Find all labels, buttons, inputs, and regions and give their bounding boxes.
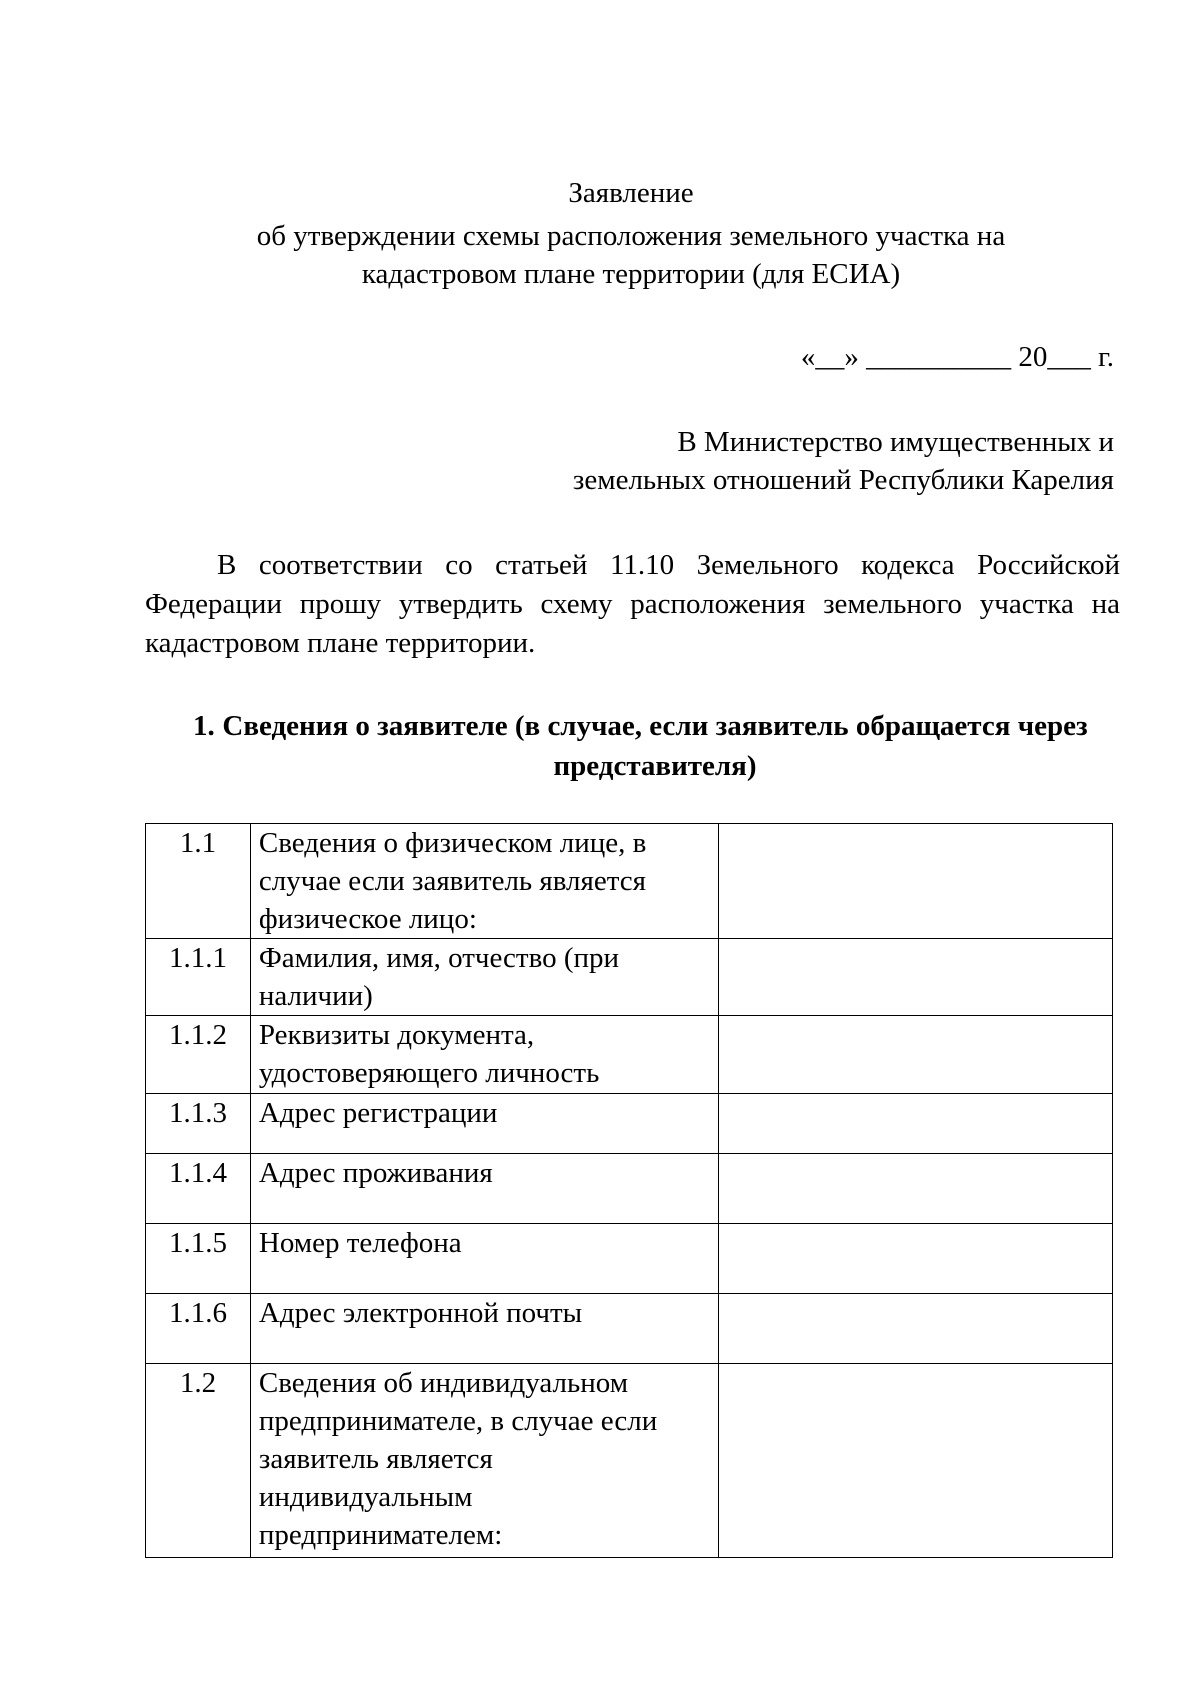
addressee-line2: земельных отношений Республики Карелия — [572, 464, 1114, 496]
row-label: Реквизиты документа, удостоверяющего личность — [250, 1016, 718, 1094]
row-value-field[interactable] — [719, 1224, 1113, 1294]
row-label: Фамилия, имя, отчество (при наличии) — [250, 939, 718, 1016]
row-value-field[interactable] — [719, 1154, 1113, 1224]
table-row — [146, 1364, 1113, 1558]
section-heading: Сведения о заявителе (в случае, если заявитель обращается через представителя) — [222, 710, 1088, 782]
row-number: 1.1.2 — [146, 1016, 251, 1094]
row-value-field[interactable] — [719, 824, 1113, 939]
request-paragraph: В соответствии со статьей 11.10 Земельного кодекса Российской Федерации прошу утвердить схему расположения земельного участка на кадастровом плане территории. — [145, 549, 1120, 659]
section-number: 1. — [193, 710, 215, 742]
row-value-field[interactable] — [719, 1016, 1113, 1094]
row-label: Номер телефона — [250, 1224, 718, 1294]
row-label: Адрес проживания — [250, 1154, 718, 1224]
row-label: Сведения о физическом лице, в случае если заявитель является физическое лицо: — [250, 824, 718, 939]
document-subtitle-line1: об утверждении схемы расположения земельного участка на — [256, 220, 1006, 252]
table-row — [146, 1224, 1113, 1294]
row-label: Адрес регистрации — [250, 1094, 718, 1154]
row-number: 1.1.6 — [146, 1294, 251, 1364]
row-number: 1.1.4 — [146, 1154, 251, 1224]
row-value-field[interactable] — [719, 1294, 1113, 1364]
table-row — [146, 1294, 1113, 1364]
applicant-table — [145, 823, 1113, 1558]
table-row — [146, 824, 1113, 939]
table-row — [146, 1094, 1113, 1154]
table-row — [146, 939, 1113, 1016]
row-number: 1.1.1 — [146, 939, 251, 1016]
date-line: «__» __________ 20___ г. — [800, 341, 1114, 373]
table-row — [146, 1016, 1113, 1094]
document-title: Заявление — [568, 177, 694, 209]
table-row — [146, 1154, 1113, 1224]
row-value-field[interactable] — [719, 939, 1113, 1016]
row-label: Адрес электронной почты — [250, 1294, 718, 1364]
row-number: 1.2 — [146, 1364, 251, 1558]
row-value-field[interactable] — [719, 1364, 1113, 1558]
row-number: 1.1 — [146, 824, 251, 939]
row-value-field[interactable] — [719, 1094, 1113, 1154]
document-subtitle-line2: кадастровом плане территории (для ЕСИА) — [361, 258, 901, 290]
addressee-line1: В Министерство имущественных и — [677, 426, 1114, 458]
row-number: 1.1.3 — [146, 1094, 251, 1154]
row-label: Сведения об индивидуальном предпринимателе, в случае если заявитель является индивидуальным предпринимателем: — [250, 1364, 718, 1558]
row-number: 1.1.5 — [146, 1224, 251, 1294]
